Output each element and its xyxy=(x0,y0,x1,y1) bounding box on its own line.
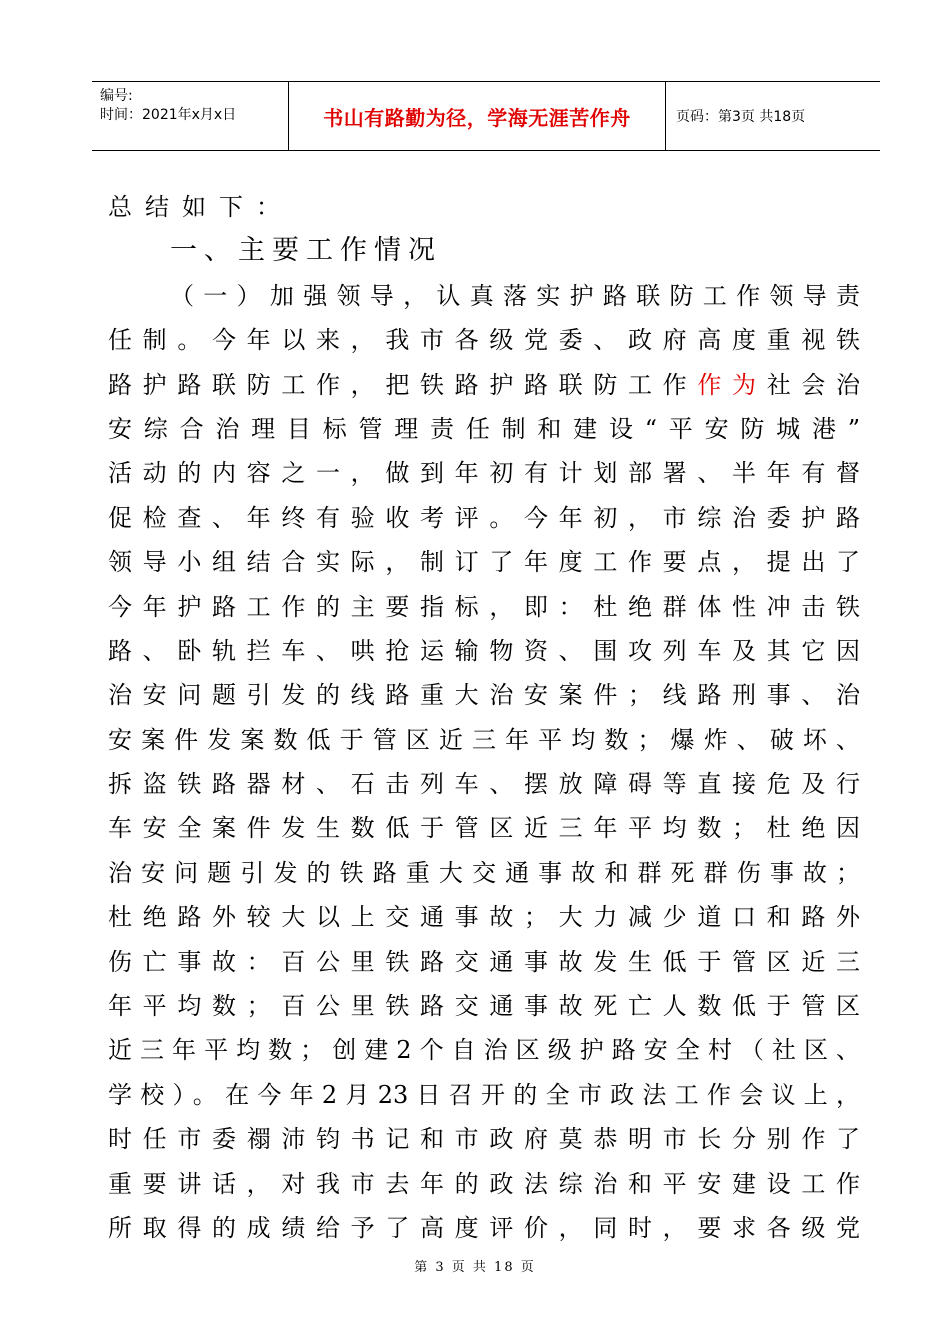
header-meta xyxy=(92,82,289,150)
paragraph-lines xyxy=(108,274,860,1251)
text-line: 车安全案件发生数低于管区近三年平均数；杜绝因 xyxy=(108,814,860,843)
text-line: 促检查、年终有验收考评。今年初，市综治委护路 xyxy=(108,503,860,532)
intro-line: 总结如下： xyxy=(108,193,293,221)
line-text-tail: 社会治 xyxy=(766,370,861,399)
text-line: 学校）。在今年2月23日召开的全市政法工作会议上， xyxy=(108,1080,860,1109)
motto-text: 书山有路勤为径，学海无涯苦作舟 xyxy=(323,105,631,130)
text-line: 治安问题引发的线路重大治安案件；线路刑事、治 xyxy=(108,681,860,710)
page-label: 页码：第3页 共18页 xyxy=(676,109,806,125)
page-footer: 第 3 页 共 18 页 xyxy=(414,1260,536,1275)
text-line: 安案件发案数低于管区近三年平均数；爆炸、破坏、 xyxy=(108,725,860,754)
text-line: 伤亡事故：百公里铁路交通事故发生低于管区近三 xyxy=(108,947,860,976)
page-header xyxy=(92,81,880,151)
number-label: 编号: xyxy=(100,88,133,104)
text-line: 安综合治理目标管理责任制和建设“平安防城港” xyxy=(108,414,860,443)
header-page-cell xyxy=(666,82,880,150)
text-line: 杜绝路外较大以上交通事故；大力减少道口和路外 xyxy=(108,903,860,932)
section-heading: 一、主要工作情况 xyxy=(170,235,442,267)
highlighted-word: 作为 xyxy=(697,370,767,399)
line-text: 路护路联防工作，把铁路护路联防工作 xyxy=(108,370,698,399)
text-line: 重要讲话，对我市去年的政法综治和平安建设工作 xyxy=(108,1169,860,1198)
text-line: 任制。今年以来，我市各级党委、政府高度重视铁 xyxy=(108,326,860,355)
text-line: 拆盗铁路器材、石击列车、摆放障碍等直接危及行 xyxy=(108,770,860,799)
time-label: 时间：2021年x月x日 xyxy=(100,107,237,123)
document-body xyxy=(108,185,860,1250)
text-line: 今年护路工作的主要指标，即：杜绝群体性冲击铁 xyxy=(108,592,860,621)
text-line: 时任市委禤沛钧书记和市政府莫恭明市长分别作了 xyxy=(108,1125,860,1154)
text-line: 路、卧轨拦车、哄抢运输物资、围攻列车及其它因 xyxy=(108,636,860,665)
text-line: 活动的内容之一，做到年初有计划部署、半年有督 xyxy=(108,459,860,488)
text-line: 所取得的成绩给予了高度评价，同时，要求各级党 xyxy=(108,1213,860,1242)
text-line: 近三年平均数；创建2个自治区级护路安全村（社区、 xyxy=(108,1036,860,1065)
text-line xyxy=(108,363,860,407)
header-motto-cell xyxy=(289,82,666,150)
text-line: （一）加强领导，认真落实护路联防工作领导责 xyxy=(170,281,860,310)
text-line: 领导小组结合实际，制订了年度工作要点，提出了 xyxy=(108,548,860,577)
text-line: 年平均数；百公里铁路交通事故死亡人数低于管区 xyxy=(108,992,860,1021)
text-line: 治安问题引发的铁路重大交通事故和群死群伤事故； xyxy=(108,858,860,887)
